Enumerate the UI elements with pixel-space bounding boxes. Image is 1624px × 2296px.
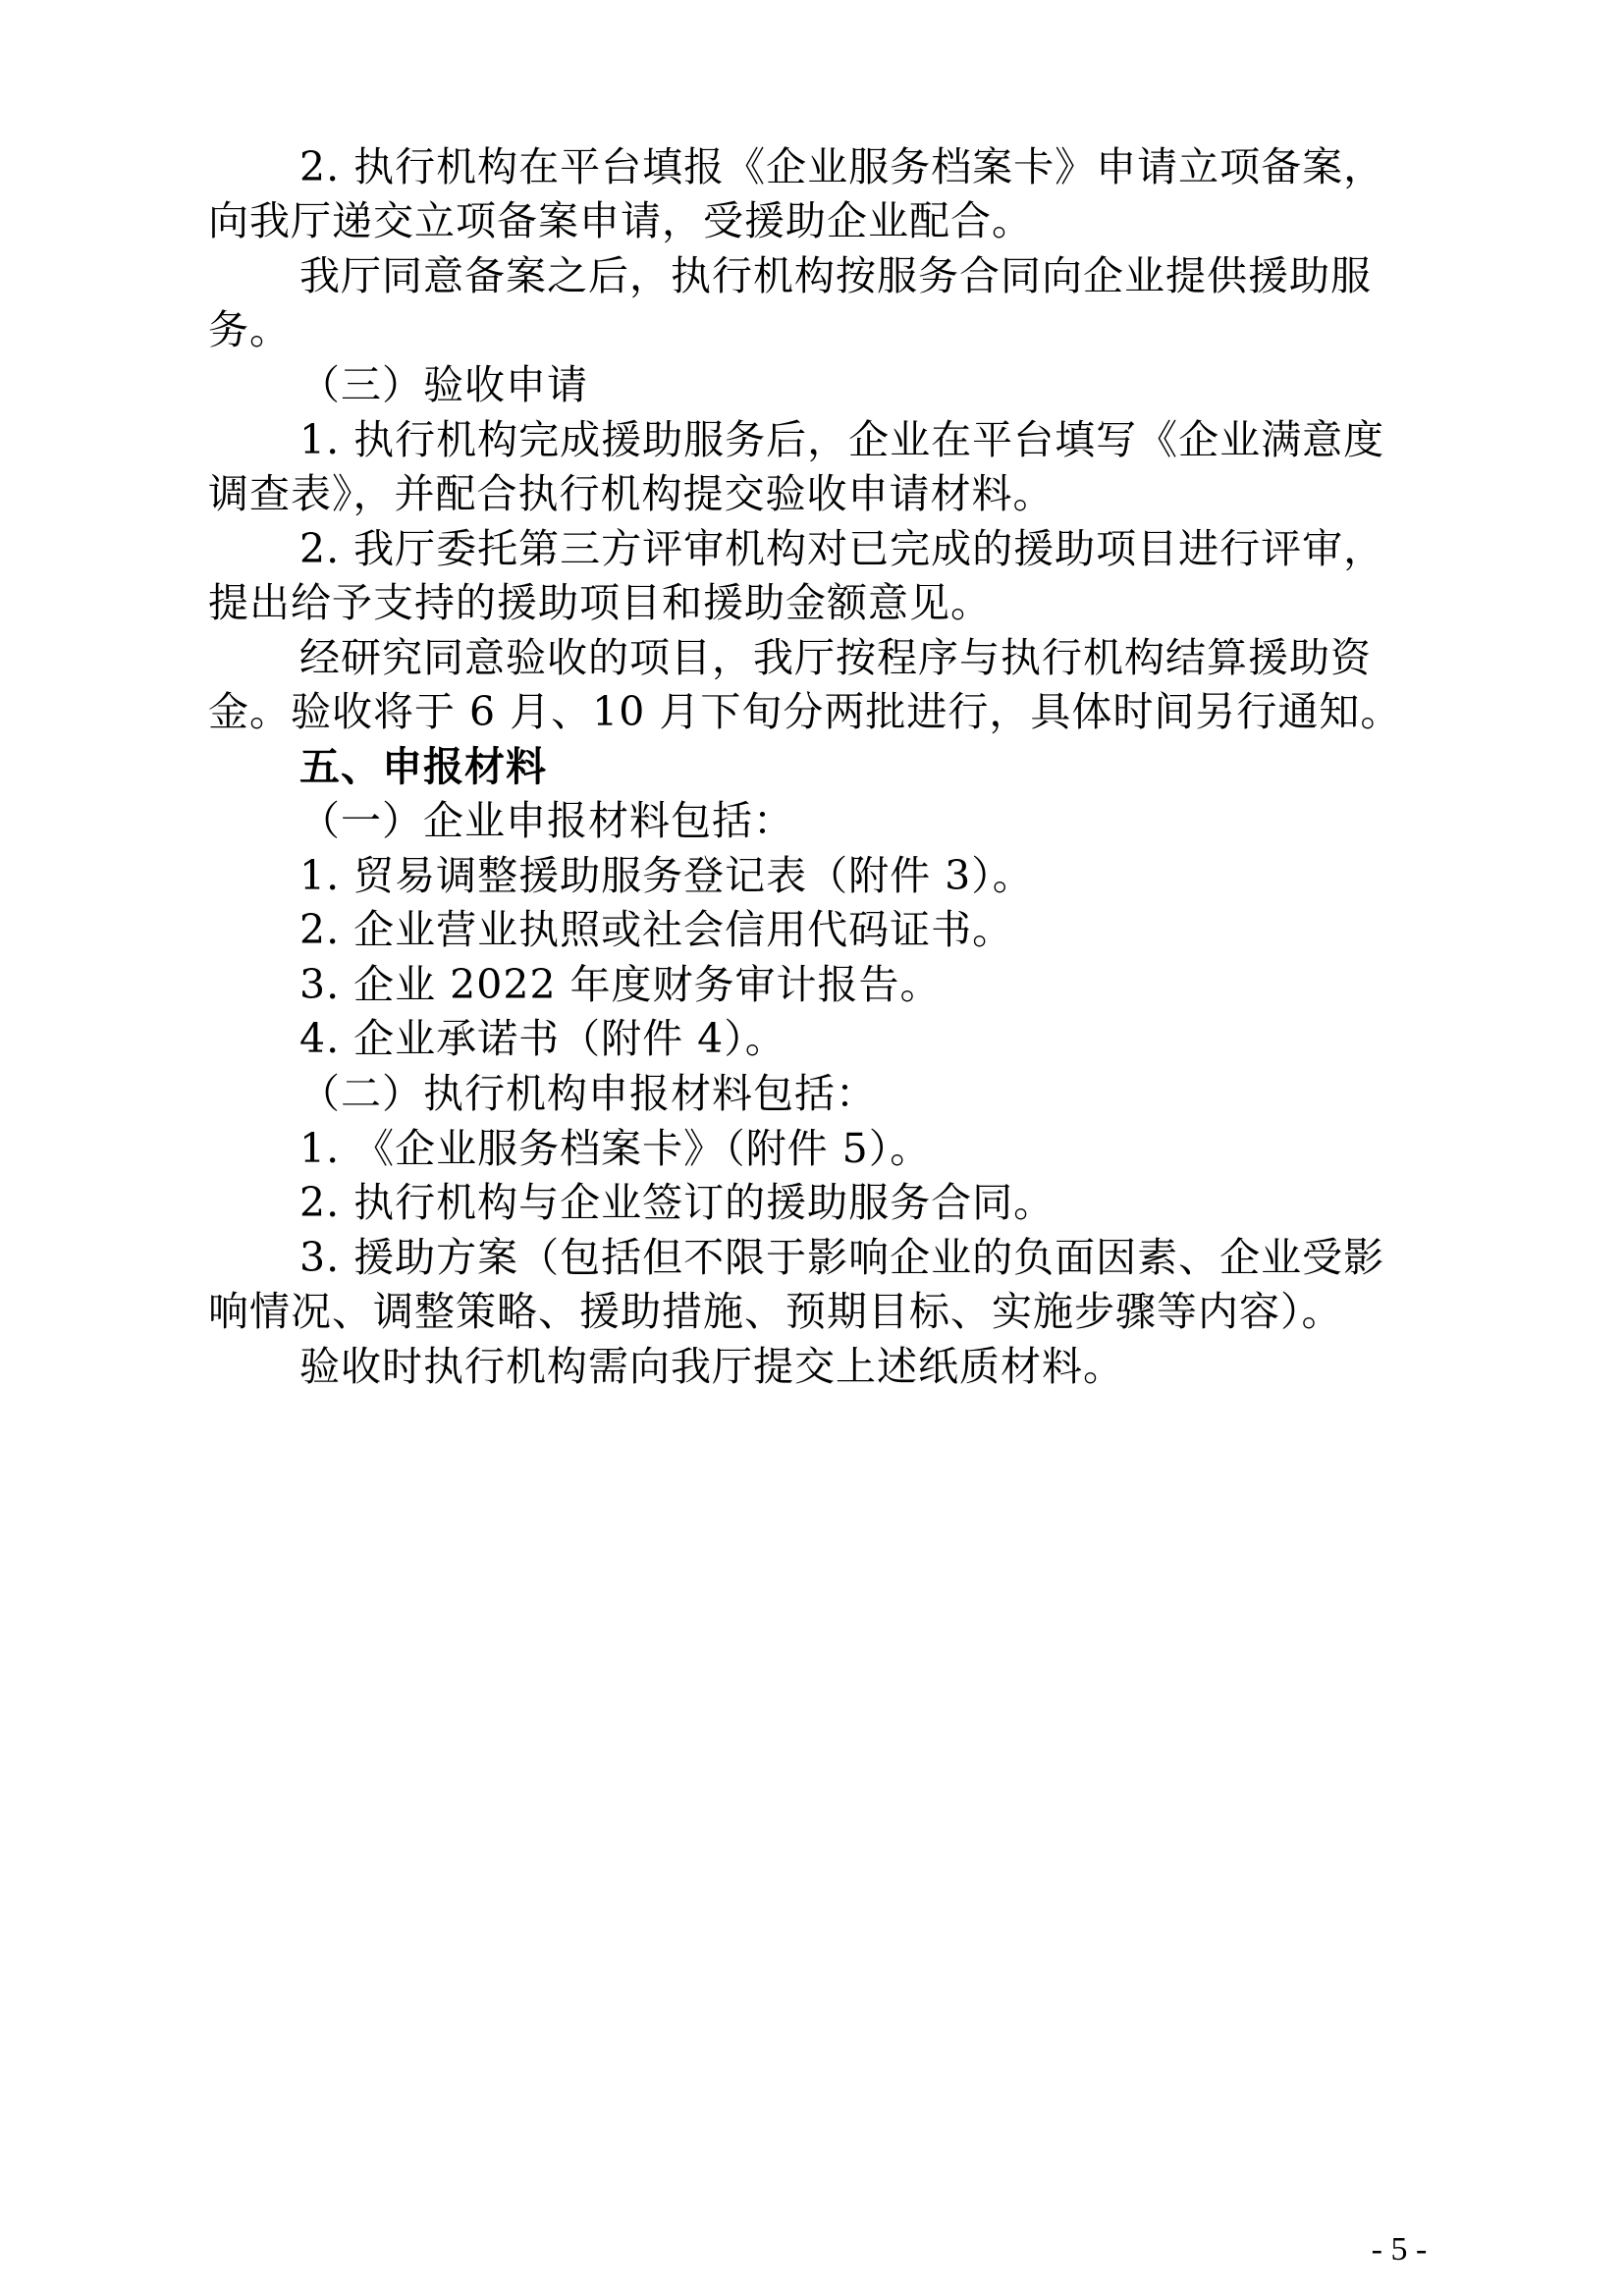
list-item: 1. 贸易调整援助服务登记表（附件 3）。	[299, 852, 1034, 899]
list-item: 4. 企业承诺书（附件 4）。	[299, 1015, 786, 1062]
paragraph-line: 向我厅递交立项备案申请，受援助企业配合。	[208, 197, 1033, 244]
paragraph-line: 2. 执行机构在平台填报《企业服务档案卡》申请立项备案，	[299, 143, 1385, 190]
paragraph-line: 2. 我厅委托第三方评审机构对已完成的援助项目进行评审，	[299, 525, 1385, 572]
paragraph-line: 验收时执行机构需向我厅提交上述纸质材料。	[299, 1343, 1124, 1390]
paragraph-line: 1. 执行机构完成援助服务后，企业在平台填写《企业满意度	[299, 416, 1385, 463]
list-item: 3. 援助方案（包括但不限于影响企业的负面因素、企业受影	[299, 1234, 1385, 1281]
subsection-heading-1: （一）企业申报材料包括：	[299, 797, 794, 844]
page-number: - 5 -	[1371, 2231, 1428, 2268]
paragraph-line: 金。验收将于 6 月、10 月下旬分两批进行，具体时间另行通知。	[208, 688, 1402, 735]
paragraph-line: 调查表》，并配合执行机构提交验收申请材料。	[208, 470, 1055, 517]
list-item: 3. 企业 2022 年度财务审计报告。	[299, 961, 942, 1008]
list-item: 1. 《企业服务档案卡》（附件 5）。	[299, 1125, 932, 1172]
section-heading-3: （三）验收申请	[299, 361, 588, 408]
list-item-continuation: 响情况、调整策略、援助措施、预期目标、实施步骤等内容）。	[208, 1288, 1343, 1335]
paragraph-line: 经研究同意验收的项目，我厅按程序与执行机构结算援助资	[299, 634, 1372, 681]
section-heading-5: 五、申报材料	[299, 743, 547, 790]
list-item: 2. 企业营业执照或社会信用代码证书。	[299, 906, 1014, 953]
paragraph-line: 务。	[208, 306, 291, 353]
paragraph-line: 提出给予支持的援助项目和援助金额意见。	[208, 579, 992, 626]
paragraph-line: 我厅同意备案之后，执行机构按服务合同向企业提供援助服	[299, 252, 1372, 299]
list-item: 2. 执行机构与企业签订的援助服务合同。	[299, 1179, 1056, 1226]
subsection-heading-2: （二）执行机构申报材料包括：	[299, 1070, 877, 1117]
